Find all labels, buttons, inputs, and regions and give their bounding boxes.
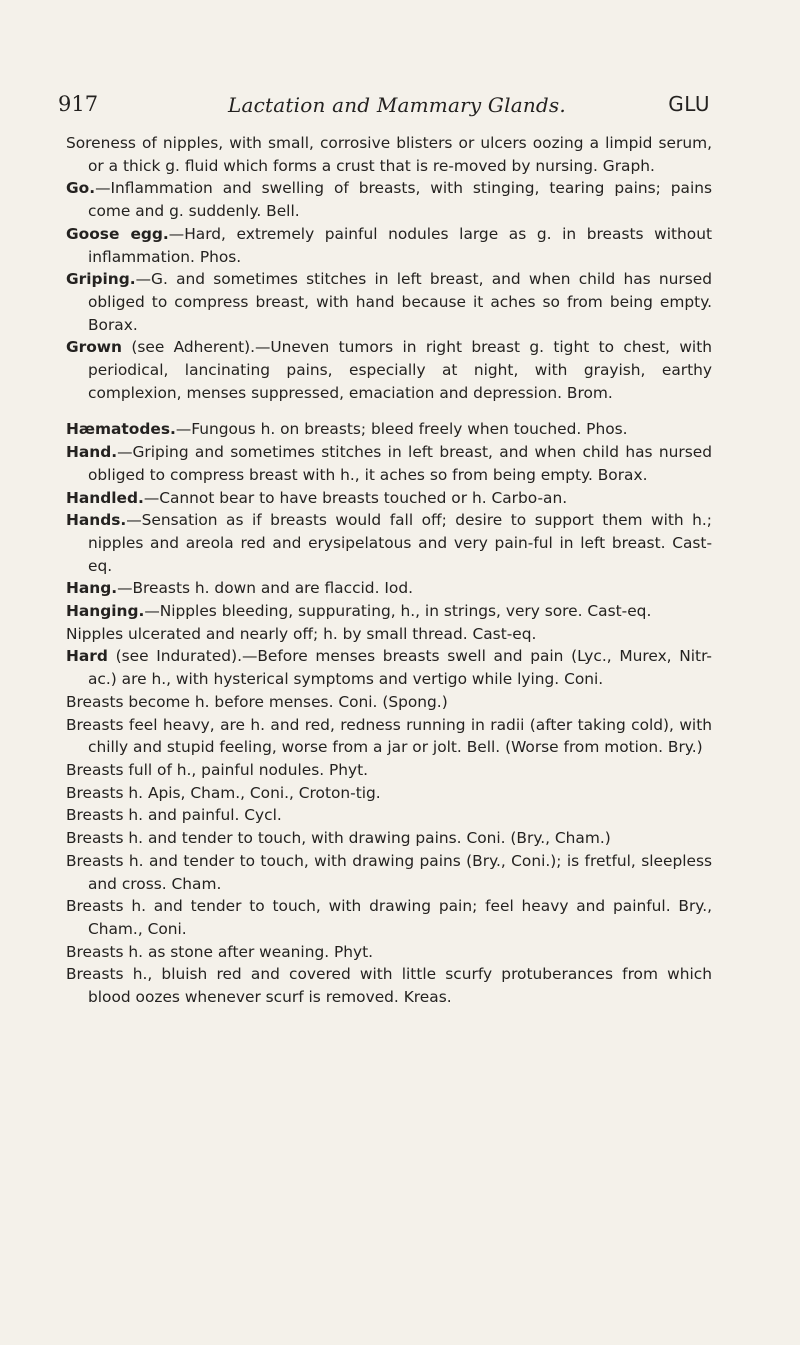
entry-text: —Sensation as if breasts would fall off; desire to support them with h.; nipples and areola red and erysipelatous and very pain-ful in left breast. Cast-eq. xyxy=(88,511,712,575)
entry-text: —Breasts h. down and are flaccid. Iod. xyxy=(117,579,413,598)
entry-text: Breasts become h. before menses. Coni. (Spong.) xyxy=(66,692,448,711)
entry xyxy=(66,268,712,336)
entry-headword: Griping. xyxy=(66,270,136,289)
running-title: Lactation and Mammary Glands. xyxy=(228,93,566,117)
entry-text: —G. and sometimes stitches in left breast, and when child has nursed obliged to compress breast, with hand because it aches so from being empty. Borax. xyxy=(88,270,712,334)
entry-headword: Hanging. xyxy=(66,602,145,621)
entry-text: —Inflammation and swelling of breasts, with stinging, tearing pains; pains come and g. suddenly. Bell. xyxy=(88,179,712,221)
entry-text: —Nipples bleeding, suppurating, h., in strings, very sore. Cast-eq. xyxy=(144,602,652,621)
entry xyxy=(66,691,712,714)
entry-text: (see Indurated).—Before menses breasts swell and pain (Lyc., Murex, Nitr-ac.) are h., with hysterical symptoms and vertigo while lying. Coni. xyxy=(88,647,712,689)
entry xyxy=(66,850,712,895)
entry xyxy=(66,509,712,577)
entry-text: Breasts h. as stone after weaning. Phyt. xyxy=(66,942,374,961)
entry xyxy=(66,441,712,486)
entry-text: Breasts h. and painful. Cycl. xyxy=(66,806,282,825)
entry-text: —Cannot bear to have breasts touched or h. Carbo-an. xyxy=(143,488,568,507)
entry-text: Breasts h., bluish red and covered with little scurfy protuberances from which blood oozes whenever scurf is removed. Kreas. xyxy=(66,965,712,1007)
entry xyxy=(66,132,712,177)
entry-text: Breasts full of h., painful nodules. Phyt. xyxy=(66,760,369,779)
entry xyxy=(66,336,712,404)
entry xyxy=(66,827,712,850)
entry-text: Nipples ulcerated and nearly off; h. by small thread. Cast-eq. xyxy=(66,624,537,643)
entry xyxy=(66,804,712,827)
entry xyxy=(66,714,712,759)
entry-text: Breasts h. and tender to touch, with drawing pains. Coni. (Bry., Cham.) xyxy=(66,829,611,848)
entry xyxy=(66,645,712,690)
entry xyxy=(66,487,712,510)
entry-text: (see Adherent).—Uneven tumors in right breast g. tight to chest, with periodical, lancinating pains, especially at night, with grayish, earthy complexion, menses suppressed, emaciation and depression. Brom. xyxy=(88,338,712,402)
entry xyxy=(66,782,712,805)
entry-text: —Fungous h. on breasts; bleed freely when touched. Phos. xyxy=(175,420,628,439)
entry-text: —Hard, extremely painful nodules large as g. in breasts without inflammation. Phos. xyxy=(88,224,712,266)
entry-headword: Hands. xyxy=(66,511,127,530)
entry xyxy=(66,623,712,646)
entry-headword: Goose egg. xyxy=(66,224,169,243)
page-number: 917 xyxy=(58,92,99,116)
entry-list xyxy=(66,132,712,1009)
entry xyxy=(66,418,712,441)
entry-headword: Grown xyxy=(66,338,122,357)
entry-text: Breasts h. Apis, Cham., Coni., Croton-tig. xyxy=(66,783,381,802)
entry xyxy=(66,895,712,940)
entry-headword: Go. xyxy=(66,179,96,198)
entry xyxy=(66,759,712,782)
running-header xyxy=(58,92,710,122)
entry xyxy=(66,223,712,268)
entry-text: Breasts h. and tender to touch, with drawing pain; feel heavy and painful. Bry., Cham., Coni. xyxy=(66,897,712,938)
entry-headword: Handled. xyxy=(66,488,144,507)
section-code: GLU xyxy=(668,92,710,116)
entry-headword: Hæmatodes. xyxy=(66,420,176,439)
entry xyxy=(66,577,712,600)
entry xyxy=(66,177,712,222)
entry-text: Soreness of nipples, with small, corrosive blisters or ulcers oozing a limpid serum, or a thick g. fluid which forms a crust that is re-moved by nursing. Graph. xyxy=(66,134,712,175)
entry-headword: Hand. xyxy=(66,443,118,462)
entry-text: Breasts feel heavy, are h. and red, redness running in radii (after taking cold), with chilly and stupid feeling, worse from a jar or jolt. Bell. (Worse from motion. Bry.) xyxy=(66,715,712,757)
entry-text: —Griping and sometimes stitches in left breast, and when child has nursed obliged to compress breast with h., it aches so from being empty. Borax. xyxy=(88,443,712,484)
entry-headword: Hard xyxy=(66,647,108,666)
entry-text: Breasts h. and tender to touch, with drawing pains (Bry., Coni.); is fretful, sleepless and cross. Cham. xyxy=(66,851,712,893)
entry xyxy=(66,941,712,964)
entry xyxy=(66,963,712,1008)
entry-headword: Hang. xyxy=(66,579,118,598)
entry xyxy=(66,600,712,623)
